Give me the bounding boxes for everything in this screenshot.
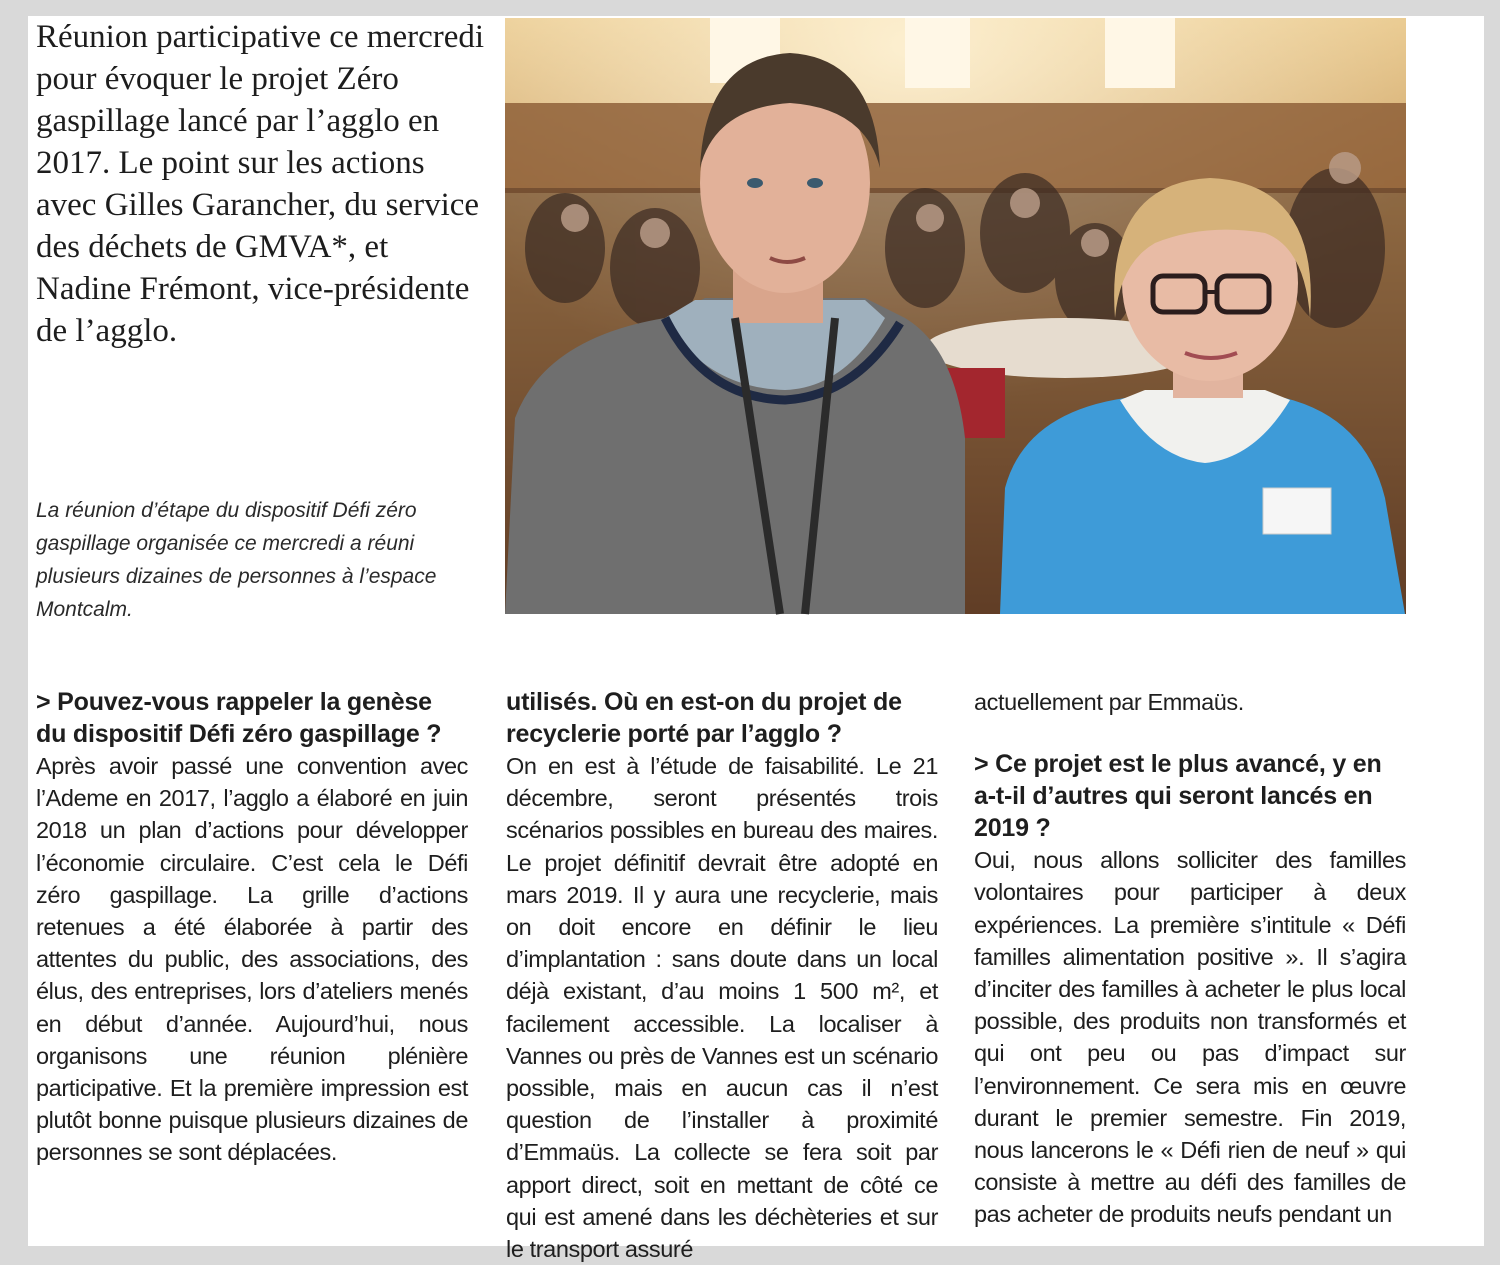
interview-question: > Ce projet est le plus avancé, y en a-t-il d’autres qui seront lancés en 2019 ? (974, 750, 1382, 843)
interview-question: utilisés. Où en est-on du projet de recyclerie porté par l’agglo ? (506, 688, 902, 748)
article-intro: Réunion participative ce mercredi pour évoquer le projet Zéro gaspillage lancé par l’agglo en 2017. Le point sur les actions avec Gilles Garancher, du service des déchets de GMVA*, et Nadine Frémont, vice-présidente de l’agglo. (36, 19, 485, 349)
newspaper-article (28, 16, 1484, 1263)
article-photo (505, 18, 1406, 614)
article-column-3 (974, 686, 1406, 1231)
article-column-1 (36, 686, 468, 1169)
answer-continuation: actuellement par Emmaüs. (974, 689, 1244, 715)
interview-answer: Après avoir passé une convention avec l’Ademe en 2017, l’agglo a élaboré en juin 2018 un plan d’actions pour développer l’économie circulaire. C’est cela le Défi zéro gaspillage. La grille d’actions retenues a été élaborée à partir des attentes du public, des associations, des élus, des entreprises, lors d’ateliers menés en début d’année. Aujourd’hui, nous organisons une réunion plénière participative. Et la première impression est plutôt bonne puisque plusieurs dizaines de personnes se sont déplacées. (36, 753, 468, 1166)
interview-answer: Oui, nous allons solliciter des familles volontaires pour participer à deux expériences. La première s’intitule « Défi familles alimentation positive ». Il s’agira d’inciter des familles à acheter le plus local possible, des produits non transformés et qui ont peu ou pas d’impact sur l’environnement. Ce sera mis en œuvre durant le premier semestre. Fin 2019, nous lancerons le « Défi rien de neuf » qui consiste à mettre au défi des familles de pas acheter de produits neufs pendant un (974, 847, 1406, 1228)
article-column-2 (506, 686, 938, 1265)
photo-caption: La réunion d’étape du dispositif Défi zéro gaspillage organisée ce mercredi a réuni plusieurs dizaines de personnes à l’espace Montcalm. (36, 499, 437, 621)
interview-question: > Pouvez-vous rappeler la genèse du dispositif Défi zéro gaspillage ? (36, 688, 442, 748)
interview-answer: On en est à l’étude de faisabilité. Le 21 décembre, seront présentés trois scénarios possibles en bureau des maires. Le projet définitif devrait être adopté en mars 2019. Il y aura une recyclerie, mais on doit encore en définir le lieu d’implantation : sans doute dans un local déjà existant, d’au moins 1 500 m², et facilement accessible. La localiser à Vannes ou près de Vannes est un scénario possible, mais en aucun cas il n’est question de l’installer à proximité d’Emmaüs. La collecte se fera soit par apport direct, soit en mettant de côté ce qui est amené dans les déchèteries et sur le transport assuré (506, 753, 938, 1263)
